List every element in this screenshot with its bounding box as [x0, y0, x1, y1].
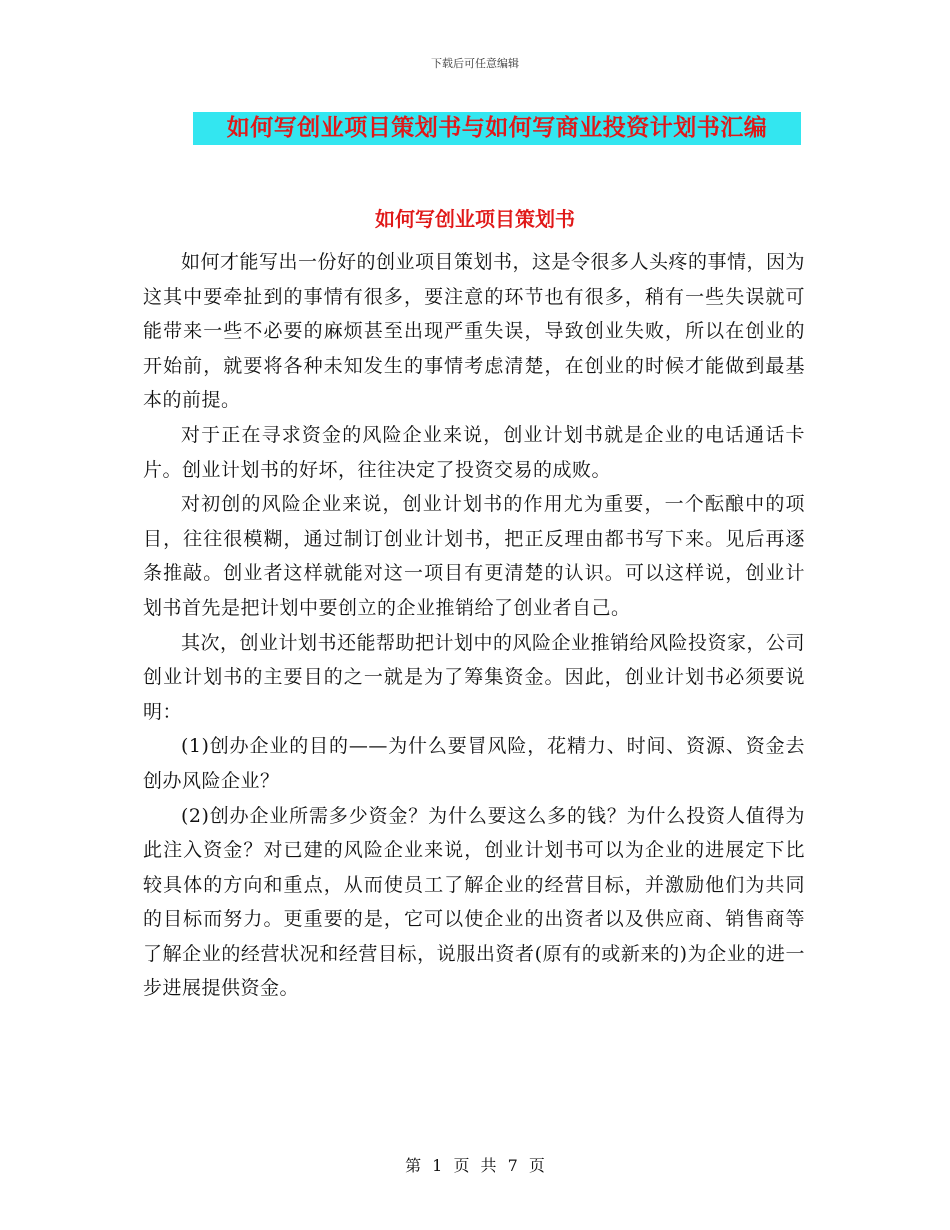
document-body: [143, 245, 805, 1006]
paragraph: (1)创办企业的目的——为什么要冒风险，花精力、时间、资源、资金去创办风险企业？: [143, 735, 805, 792]
paragraph: 其次，创业计划书还能帮助把计划中的风险企业推销给风险投资家，公司创业计划书的主要目的之一就是为了筹集资金。因此，创业计划书必须要说明：: [143, 631, 806, 723]
main-title: 如何写创业项目策划书与如何写商业投资计划书汇编: [226, 115, 768, 141]
page-number-footer: 第 1 页 共 7 页: [405, 1156, 545, 1175]
section-title: 如何写创业项目策划书: [375, 207, 575, 231]
paragraph: (2)创办企业所需多少资金？为什么要这么多的钱？为什么投资人值得为此注入资金？对已建的风险企业来说，创业计划书可以为企业的进展定下比较具体的方向和重点，从而使员工了解企业的经营目标，并激励他们为共同的目标而努力。更重要的是，它可以使企业的出资者以及供应商、销售商等了解企业的经营状况和经营目标，说服出资者(原有的或新来的)为企业的进一步进展提供资金。: [143, 804, 805, 1000]
page-header-note: 下载后可任意编辑: [431, 57, 519, 70]
main-title-highlight: [193, 112, 801, 145]
paragraph: 如何才能写出一份好的创业项目策划书，这是令很多人头疼的事情，因为这其中要牵扯到的事情有很多，要注意的环节也有很多，稍有一些失误就可能带来一些不必要的麻烦甚至出现严重失误，导致创业失败，所以在创业的开始前，就要将各种未知发生的事情考虑清楚，在创业的时候才能做到最基本的前提。: [143, 251, 806, 412]
paragraph: 对初创的风险企业来说，创业计划书的作用尤为重要，一个酝酿中的项目，往往很模糊，通过制订创业计划书，把正反理由都书写下来。见后再逐条推敲。创业者这样就能对这一项目有更清楚的认识。可以这样说，创业计划书首先是把计划中要创立的企业推销给了创业者自己。: [143, 493, 805, 619]
paragraph: 对于正在寻求资金的风险企业来说，创业计划书就是企业的电话通话卡片。创业计划书的好坏，往往决定了投资交易的成败。: [143, 423, 805, 481]
